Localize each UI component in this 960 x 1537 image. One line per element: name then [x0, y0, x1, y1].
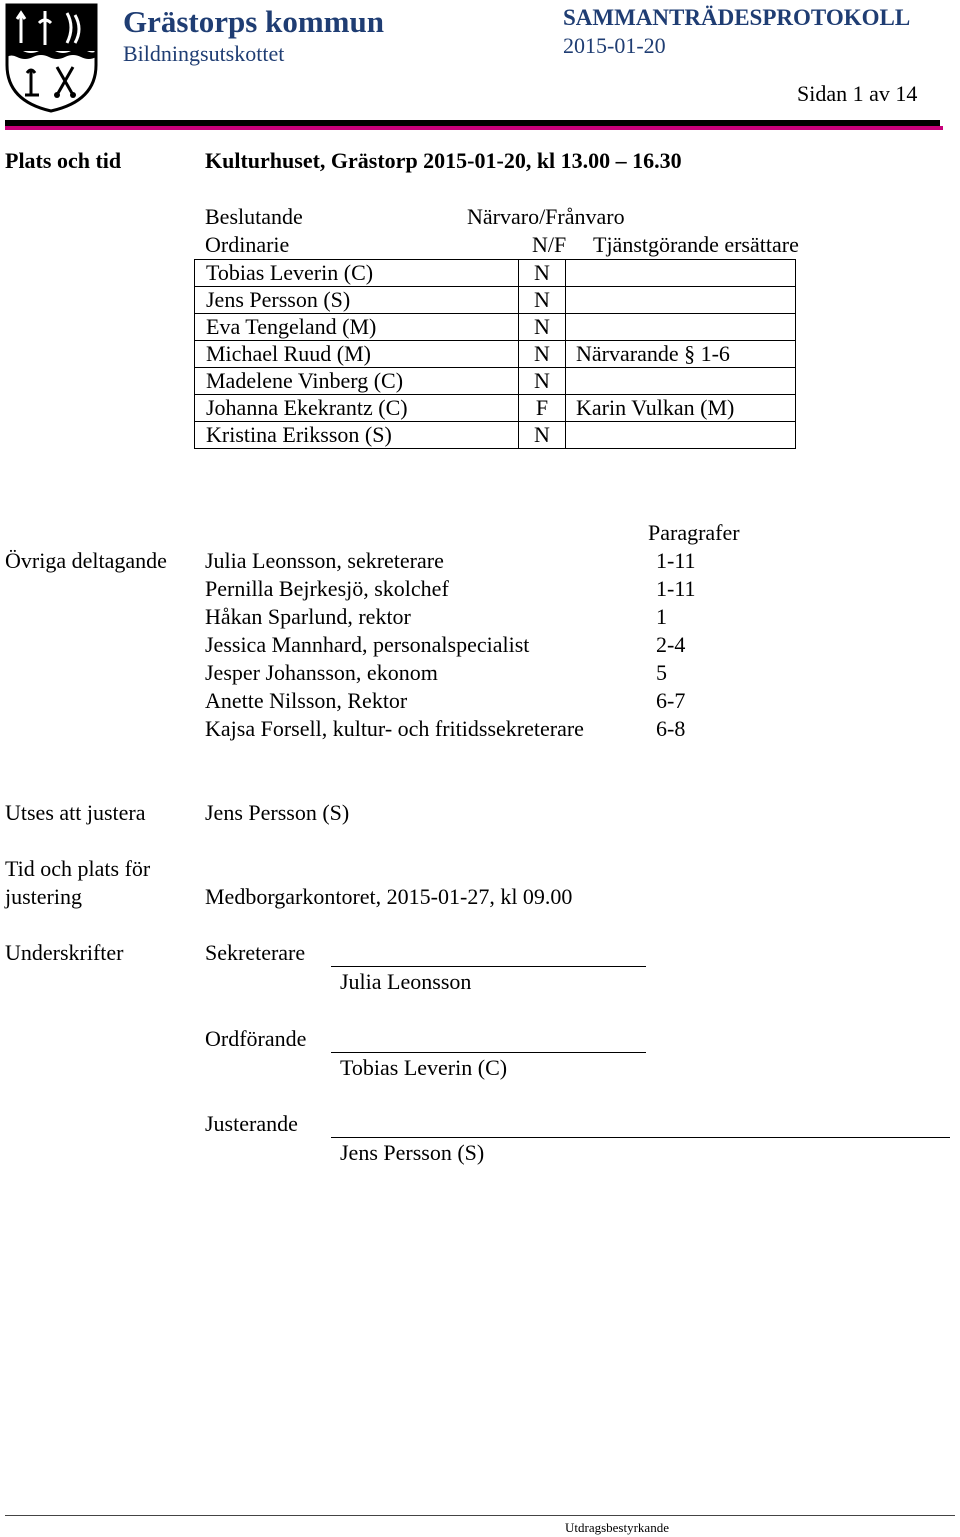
member-name: Michael Ruud (M)	[195, 341, 519, 368]
table-row	[195, 314, 796, 341]
footer-rule	[5, 1515, 955, 1516]
member-name: Eva Tengeland (M)	[195, 314, 519, 341]
participant-paragraphs: 1-11	[656, 548, 696, 573]
member-note	[566, 368, 796, 395]
place-time-label: Plats och tid	[5, 148, 122, 173]
member-name: Tobias Leverin (C)	[195, 260, 519, 287]
signatures-label: Underskrifter	[5, 940, 124, 965]
signature-line	[331, 1052, 646, 1053]
ordinary-label: Ordinarie	[205, 232, 290, 257]
participant-paragraphs: 1-11	[656, 576, 696, 601]
member-status: N	[519, 287, 566, 314]
place-time-value: Kulturhuset, Grästorp 2015-01-20, kl 13.00 – 16.30	[205, 148, 682, 173]
member-name: Johanna Ekekrantz (C)	[195, 395, 519, 422]
organization-name: Grästorps kommun	[123, 4, 384, 39]
member-name: Kristina Eriksson (S)	[195, 422, 519, 449]
table-row	[195, 260, 796, 287]
member-status: N	[519, 368, 566, 395]
appointed-adjuster-label: Utses att justera	[5, 800, 146, 825]
committee-name: Bildningsutskottet	[123, 41, 285, 66]
participant-paragraphs: 2-4	[656, 632, 686, 657]
member-note	[566, 287, 796, 314]
member-status: F	[519, 395, 566, 422]
table-row	[195, 422, 796, 449]
signature-name: Jens Persson (S)	[340, 1140, 485, 1165]
participant-name: Kajsa Forsell, kultur- och fritidssekreterare	[205, 716, 584, 741]
participant-paragraphs: 6-8	[656, 716, 686, 741]
document-type: SAMMANTRÄDESPROTOKOLL	[563, 5, 911, 30]
participant-name: Anette Nilsson, Rektor	[205, 688, 408, 713]
participant-name: Jessica Mannhard, personalspecialist	[205, 632, 530, 657]
attendance-table	[194, 259, 796, 449]
member-status: N	[519, 260, 566, 287]
participant-paragraphs: 5	[656, 660, 667, 685]
signature-role: Ordförande	[205, 1026, 307, 1051]
member-name: Jens Persson (S)	[195, 287, 519, 314]
participant-name: Julia Leonsson, sekreterare	[205, 548, 444, 573]
participant-paragraphs: 6-7	[656, 688, 686, 713]
member-status: N	[519, 422, 566, 449]
substitute-label: Tjänstgörande ersättare	[593, 232, 799, 257]
table-row	[195, 368, 796, 395]
table-row	[195, 341, 796, 368]
appointed-adjuster-value: Jens Persson (S)	[205, 800, 350, 825]
adjust-time-value: Medborgarkontoret, 2015-01-27, kl 09.00	[205, 884, 573, 909]
participant-paragraphs: 1	[656, 604, 667, 629]
signature-line	[331, 1137, 950, 1138]
paragraphs-header: Paragrafer	[648, 520, 740, 545]
member-note: Närvarande § 1-6	[566, 341, 796, 368]
table-row	[195, 287, 796, 314]
participant-name: Håkan Sparlund, rektor	[205, 604, 411, 629]
table-row	[195, 395, 796, 422]
signature-name: Julia Leonsson	[340, 969, 472, 994]
participant-name: Jesper Johansson, ekonom	[205, 660, 438, 685]
presence-label: Närvaro/Frånvaro	[467, 204, 625, 229]
signature-line	[331, 966, 646, 967]
member-note	[566, 260, 796, 287]
adjust-time-label-line2: justering	[5, 884, 82, 909]
document-date: 2015-01-20	[563, 33, 666, 58]
member-status: N	[519, 314, 566, 341]
signature-name: Tobias Leverin (C)	[340, 1055, 508, 1080]
others-label: Övriga deltagande	[5, 548, 167, 573]
footer-text: Utdragsbestyrkande	[565, 1520, 669, 1535]
member-note	[566, 314, 796, 341]
signature-role: Justerande	[205, 1111, 298, 1136]
participant-name: Pernilla Bejrkesjö, skolchef	[205, 576, 449, 601]
municipal-coat-of-arms-icon	[5, 3, 98, 113]
deciding-label: Beslutande	[205, 204, 303, 229]
nf-label: N/F	[532, 232, 567, 257]
member-note	[566, 422, 796, 449]
member-name: Madelene Vinberg (C)	[195, 368, 519, 395]
adjust-time-label-line1: Tid och plats för	[5, 856, 151, 881]
page-indicator: Sidan 1 av 14	[797, 81, 918, 106]
member-status: N	[519, 341, 566, 368]
member-note: Karin Vulkan (M)	[566, 395, 796, 422]
signature-role: Sekreterare	[205, 940, 306, 965]
header-accent-rule	[5, 126, 943, 130]
